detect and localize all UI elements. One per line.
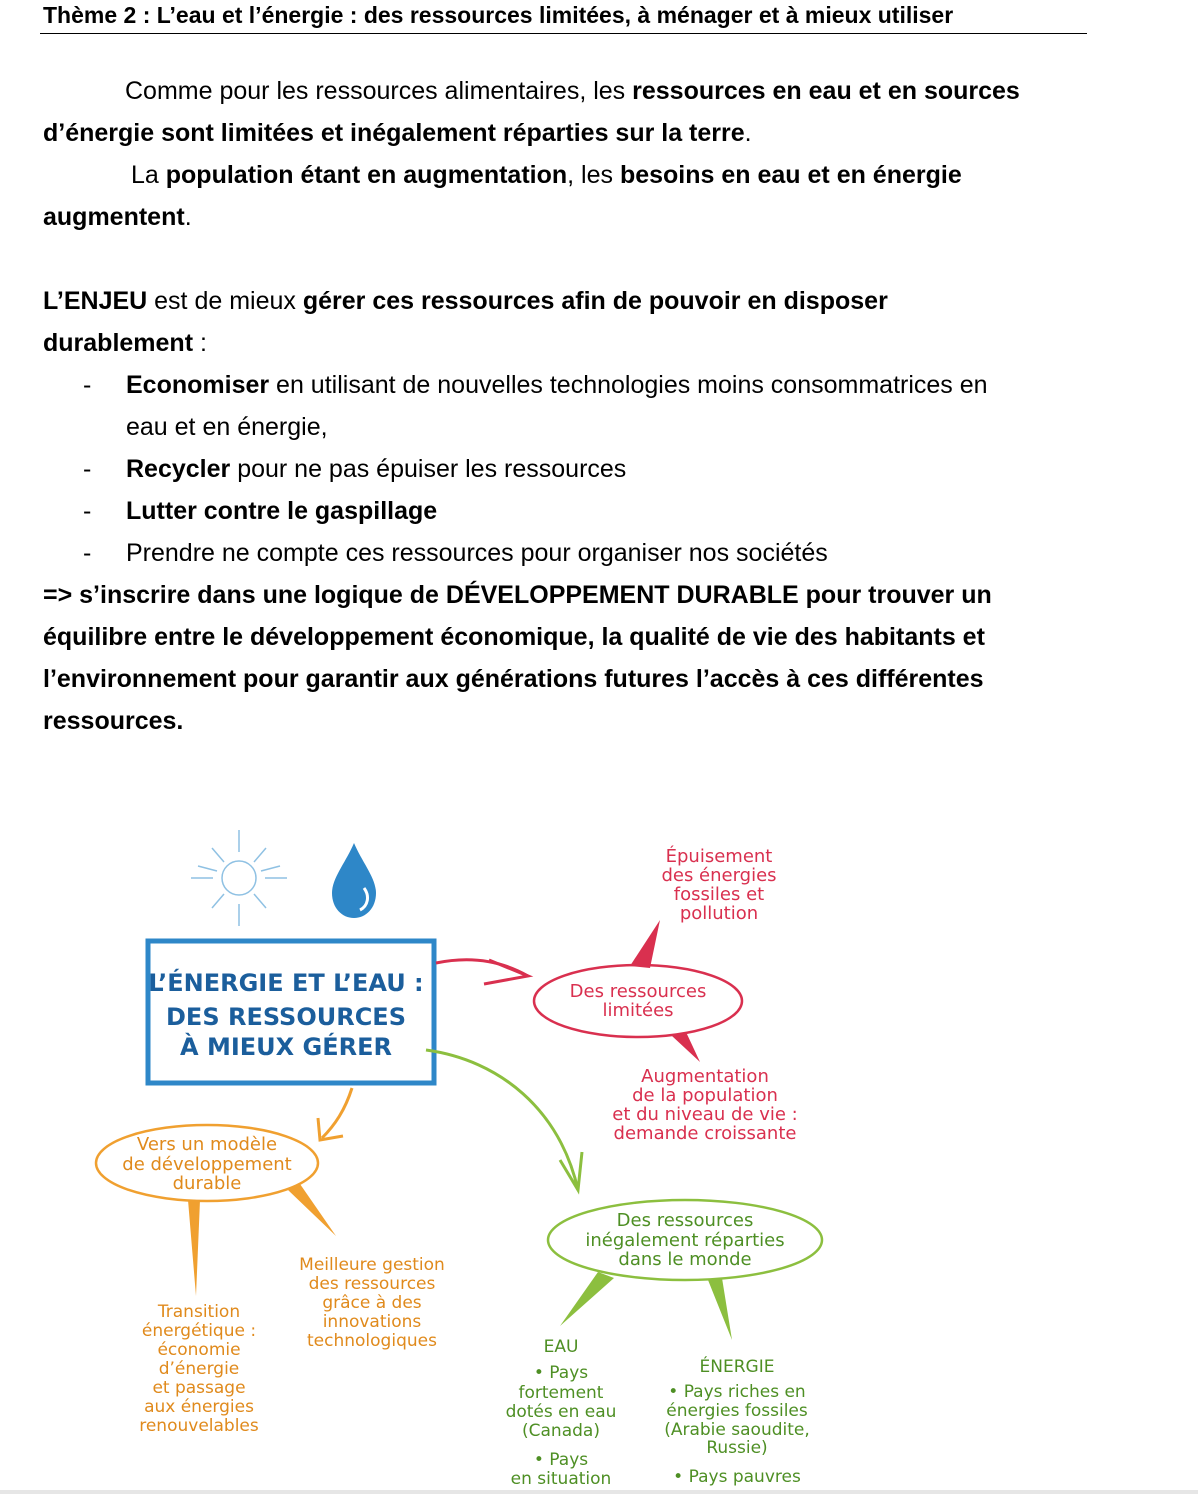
energie-title: ÉNERGIE <box>699 1357 775 1377</box>
durable-bubble-text: durable <box>172 1173 242 1194</box>
sun-icon <box>191 830 287 926</box>
limited-bubble-text: limitées <box>602 1000 674 1021</box>
unequal-bubble-text: dans le monde <box>618 1249 752 1270</box>
unequal-bubble-text: Des ressources <box>616 1210 754 1231</box>
conclusion-line-3: l’environnement pour garantir aux générations futures l’accès à ces différentes <box>43 665 984 693</box>
unequal-pointer-right <box>708 1278 732 1340</box>
limited-bubble-text: Des ressources <box>569 981 707 1002</box>
central-title-line: L’ÉNERGIE ET L’EAU : <box>148 969 424 997</box>
enjeu-line-2: durablement : <box>43 329 207 357</box>
energie-text: énergies fossiles <box>666 1401 808 1421</box>
list-dash: - <box>83 539 92 567</box>
durable-right-text: des ressources <box>308 1274 436 1294</box>
eau-title: EAU <box>543 1337 579 1357</box>
unequal-pointer-left <box>560 1272 614 1326</box>
theme-title: Thème 2 : L’eau et l’énergie : des ressources limitées, à ménager et à mieux utiliser <box>43 2 954 28</box>
eau-text: (Canada) <box>522 1421 600 1441</box>
energie-text: (Arabie saoudite, <box>664 1420 810 1440</box>
intro-line-3: La population étant en augmentation, les besoins en eau et en énergie <box>131 161 962 189</box>
conclusion-line-4: ressources. <box>43 707 184 735</box>
durable-left-text: d’énergie <box>158 1359 240 1379</box>
eau-text: fortement <box>518 1383 604 1403</box>
durable-pointer-left <box>188 1200 200 1296</box>
limited-pointer-top <box>630 920 660 968</box>
durable-right-text: grâce à des <box>322 1293 422 1313</box>
energie-text: • Pays riches en <box>668 1382 806 1402</box>
durable-left-text: Transition <box>157 1302 241 1322</box>
durable-right-text: technologiques <box>307 1331 437 1351</box>
energie-text: • Pays pauvres <box>673 1467 801 1487</box>
central-title-line: DES RESSOURCES <box>166 1003 406 1031</box>
arrow-to-limited <box>436 960 528 984</box>
list-item-recycler: Recycler pour ne pas épuiser les ressources <box>126 455 627 483</box>
eau-text: en situation <box>510 1469 612 1489</box>
list-item-gaspillage: Lutter contre le gaspillage <box>126 497 438 525</box>
eau-text: • Pays <box>533 1450 589 1470</box>
intro-line-2: d’énergie sont limitées et inégalement réparties sur la terre. <box>43 119 752 147</box>
list-item-economiser-cont: eau et en énergie, <box>126 413 328 441</box>
limited-bottom-text: Augmentation <box>641 1066 769 1087</box>
intro-line-1: Comme pour les ressources alimentaires, les ressources en eau et en sources <box>125 77 1020 105</box>
conclusion-line-1: => s’inscrire dans une logique de DÉVELOPPEMENT DURABLE pour trouver un <box>43 581 992 609</box>
durable-left-text: économie <box>157 1340 241 1360</box>
limited-pointer-bottom <box>672 1032 700 1062</box>
durable-left-text: aux énergies <box>144 1397 254 1417</box>
intro-line-4: augmentent. <box>43 203 192 231</box>
water-drop-icon <box>332 843 376 918</box>
limited-top-text: fossiles et <box>673 884 765 905</box>
durable-right-text: innovations <box>322 1312 422 1332</box>
durable-left-text: et passage <box>152 1378 246 1398</box>
durable-right-text: Meilleure gestion <box>299 1255 445 1275</box>
page-bottom-edge <box>0 1490 1198 1494</box>
durable-left-text: renouvelables <box>139 1416 259 1436</box>
arrow-to-durable <box>318 1088 352 1140</box>
durable-pointer-right <box>288 1184 336 1236</box>
conclusion-line-2: équilibre entre le développement économique, la qualité de vie des habitants et <box>43 623 985 651</box>
arrow-to-unequal <box>426 1050 582 1190</box>
limited-bottom-text: demande croissante <box>613 1123 797 1144</box>
list-dash: - <box>83 371 92 399</box>
central-title <box>148 968 423 1061</box>
list-dash: - <box>83 455 92 483</box>
enjeu-line-1: L’ENJEU est de mieux gérer ces ressources afin de pouvoir en disposer <box>43 287 888 315</box>
list-dash: - <box>83 497 92 525</box>
unequal-bubble-text: inégalement réparties <box>585 1230 785 1251</box>
durable-bubble-text: Vers un modèle <box>136 1134 278 1155</box>
eau-text: • Pays <box>533 1363 589 1383</box>
limited-top-text: Épuisement <box>665 846 773 867</box>
list-item-organiser: Prendre ne compte ces ressources pour organiser nos sociétés <box>126 539 828 567</box>
durable-left-text: énergétique : <box>141 1321 257 1341</box>
list-item-economiser: Economiser en utilisant de nouvelles technologies moins consommatrices en <box>126 371 988 399</box>
durable-bubble-text: de développement <box>122 1154 292 1175</box>
limited-bottom-text: de la population <box>632 1085 778 1106</box>
energie-text: Russie) <box>706 1438 768 1458</box>
limited-bottom-text: et du niveau de vie : <box>612 1104 798 1125</box>
limited-top-text: des énergies <box>661 865 777 886</box>
limited-top-text: pollution <box>679 903 759 924</box>
eau-text: dotés en eau <box>505 1402 617 1422</box>
central-title-line: À MIEUX GÉRER <box>180 1033 392 1061</box>
